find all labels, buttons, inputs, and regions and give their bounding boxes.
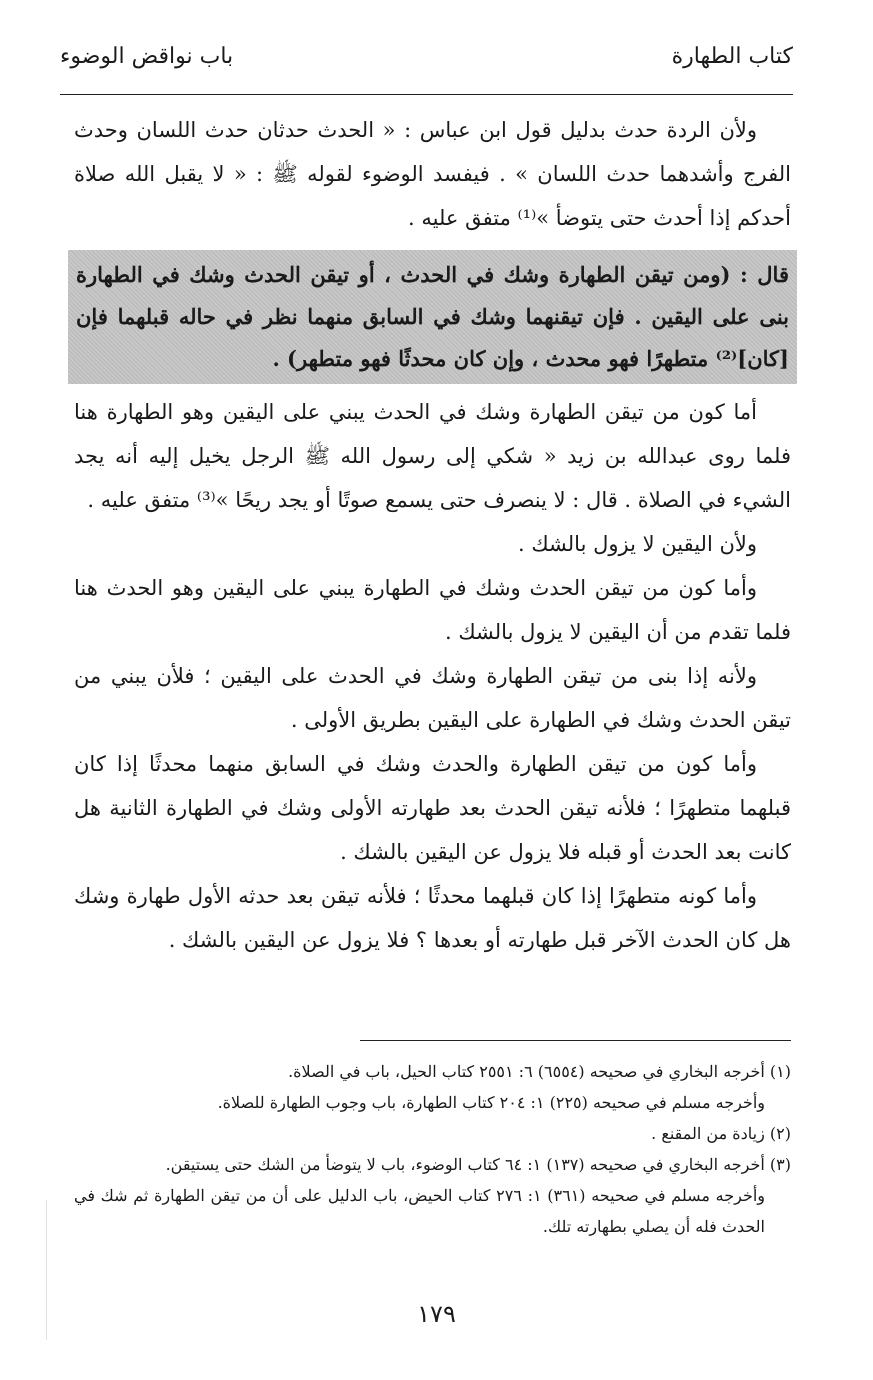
footnote-3-continued: وأخرجه مسلم في صحيحه (٣٦١) ١: ٢٧٦ كتاب الحيض، باب الدليل على أن من تيقن الطهارة ثم شك في الحدث فله أن يصلي بطهارته تلك. bbox=[74, 1186, 766, 1236]
paragraph-7: وأما كونه متطهرًا إذا كان قبلهما محدثًا ؛ فلأنه تيقن بعد حدثه الأول طهارة وشك هل كان الحدث الآخر قبل طهارته أو بعدها ؟ فلا يزول عن اليقين بالشك . bbox=[74, 884, 791, 952]
footnote-2: (٢) زيادة من المقنع . bbox=[651, 1124, 791, 1143]
footnote-1-continued: وأخرجه مسلم في صحيحه (٢٢٥) ١: ٢٠٤ كتاب الطهارة، باب وجوب الطهارة للصلاة. bbox=[217, 1093, 765, 1112]
footnotes bbox=[74, 1056, 791, 1242]
footnote-1: (١) أخرجه البخاري في صحيحه (٦٥٥٤) ٦: ٢٥٥١ كتاب الحيل، باب في الصلاة. bbox=[288, 1062, 791, 1081]
running-header bbox=[60, 44, 793, 84]
paragraph-3: ولأن اليقين لا يزول بالشك . bbox=[518, 532, 757, 556]
paragraph-1: ولأن الردة حدث بدليل قول ابن عباس : « الحدث حدثان حدث اللسان وحدث الفرج وأشدهما حدث اللسان » . فيفسد الوضوء لقوله ﷺ : « لا يقبل الله صلاة أحدكم إذا أحدث حتى يتوضأ »⁽¹⁾ متفق عليه . bbox=[74, 118, 791, 230]
paragraph-6: وأما كون من تيقن الطهارة والحدث وشك في السابق منهما محدثًا إذا كان قبلهما متطهرًا ؛ فلأنه تيقن الحدث بعد طهارته الأولى وشك في الطهارة الثانية هل كانت بعد الحدث أو قبله فلا يزول عن اليقين بالشك . bbox=[74, 752, 791, 864]
chapter-title: باب نواقض الوضوء bbox=[60, 44, 234, 69]
footnote-3: (٣) أخرجه البخاري في صحيحه (١٣٧) ١: ٦٤ كتاب الوضوء، باب لا يتوضأ من الشك حتى يستيقن. bbox=[165, 1155, 791, 1174]
book-title: كتاب الطهارة bbox=[671, 44, 793, 69]
paragraph-5: ولأنه إذا بنى من تيقن الطهارة وشك في الحدث على اليقين ؛ فلأن يبني من تيقن الحدث وشك في الطهارة على اليقين بطريق الأولى . bbox=[74, 664, 791, 732]
footnote-divider bbox=[360, 1040, 791, 1041]
paragraph-4: وأما كون من تيقن الحدث وشك في الطهارة يبني على اليقين وهو الحدث هنا فلما تقدم من أن اليقين لا يزول بالشك . bbox=[74, 576, 791, 644]
paragraph-2: أما كون من تيقن الطهارة وشك في الحدث يبني على اليقين وهو الطهارة هنا فلما روى عبدالله بن زيد « شكي إلى رسول الله ﷺ الرجل يخيل إليه أنه يجد الشيء في الصلاة . قال : لا ينصرف حتى يسمع صوتًا أو يجد ريحًا »⁽³⁾ متفق عليه . bbox=[74, 400, 791, 512]
main-text bbox=[74, 108, 791, 962]
page-number: ١٧٩ bbox=[417, 1300, 456, 1328]
matn-highlighted-text: قال : (ومن تيقن الطهارة وشك في الحدث ، أو تيقن الحدث وشك في الطهارة بنى على اليقين . فإن تيقنهما وشك في السابق منهما نظر في حاله قبلهما فإن [كان]⁽²⁾ متطهرًا فهو محدث ، وإن كان محدثًا فهو متطهر) . bbox=[68, 250, 797, 384]
header-divider bbox=[60, 94, 793, 95]
